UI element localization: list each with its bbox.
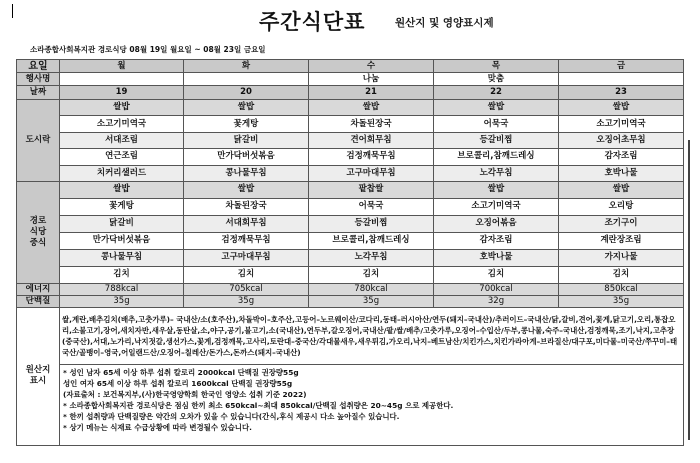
date-cell: 19 <box>60 86 184 100</box>
lunchbox-row <box>17 116 684 132</box>
senior-row <box>17 232 684 249</box>
protein-cell: 35g <box>559 295 684 307</box>
menu-cell: 가지나물 <box>559 249 684 266</box>
date-label: 날짜 <box>17 86 60 100</box>
menu-cell: 김치 <box>434 266 559 283</box>
senior-label: 경로 식당 중식 <box>17 181 60 283</box>
menu-cell: 견어회무침 <box>309 132 434 148</box>
menu-cell: 오징어초무침 <box>559 132 684 148</box>
event-label: 행사명 <box>17 73 60 86</box>
menu-cell: 쌀밥 <box>184 100 309 116</box>
menu-cell: 쌀밥 <box>559 100 684 116</box>
note-line: * 한끼 섭취량과 단백질량은 약간의 오차가 있을 수 있습니다(간식,후식 제공시 다소 높아질수 있습니다. <box>63 411 400 421</box>
menu-cell: 어묵국 <box>434 116 559 132</box>
menu-cell: 쌀밥 <box>60 181 184 198</box>
menu-cell: 소고기미역국 <box>559 116 684 132</box>
menu-cell: 팥찹쌀 <box>309 181 434 198</box>
note-line: (자료출처 : 보건복지부,(사)한국영양학회 한국인 영양소 섭취 기준 2022) <box>63 389 307 399</box>
senior-row <box>17 249 684 266</box>
menu-cell: 고구마대무침 <box>309 165 434 181</box>
event-cell <box>184 73 309 86</box>
page-title: 주간식단표 <box>259 10 366 34</box>
menu-cell: 차돌된장국 <box>184 198 309 215</box>
day-row <box>17 60 684 73</box>
menu-cell: 조기구이 <box>559 215 684 232</box>
menu-period: 소라종합사회복지관 경로식당 08월 19일 월요일 ~ 08월 23일 금요일 <box>30 45 266 54</box>
menu-cell: 서대조림 <box>60 132 184 148</box>
event-cell: 맞춤 <box>434 73 559 86</box>
menu-cell: 브로콜리,참깨드레싱 <box>434 149 559 165</box>
menu-cell: 서대회무침 <box>184 215 309 232</box>
energy-label: 에너지 <box>17 283 60 295</box>
menu-cell: 고구마대무침 <box>184 249 309 266</box>
note-line: * 소라종합사회복지관 경로식당은 점심 한끼 최소 650kcal~최대 850kcal/단백질 섭취량은 20~45g 으로 제공한다. <box>63 400 454 410</box>
lunchbox-row <box>17 132 684 148</box>
menu-cell: 콩나물무침 <box>184 165 309 181</box>
notes-row <box>17 364 684 445</box>
menu-cell: 차돌된장국 <box>309 116 434 132</box>
menu-cell: 노각무침 <box>309 249 434 266</box>
menu-cell: 쌀밥 <box>434 181 559 198</box>
energy-row <box>17 283 684 295</box>
date-cell: 23 <box>559 86 684 100</box>
menu-cell: 소고기미역국 <box>434 198 559 215</box>
menu-cell: 쌀밥 <box>559 181 684 198</box>
menu-cell: 꽃게탕 <box>184 116 309 132</box>
note-line: * 성인 남자 65세 이상 하루 섭취 칼로리 2000kcal 단백질 권장량55g <box>63 367 299 377</box>
title-row <box>0 8 700 36</box>
menu-cell: 오리탕 <box>559 198 684 215</box>
protein-cell: 35g <box>60 295 184 307</box>
day-label: 요일 <box>17 60 60 73</box>
menu-cell: 호박나물 <box>559 165 684 181</box>
lunchbox-label: 도시락 <box>17 100 60 182</box>
origin-row <box>17 307 684 364</box>
event-row <box>17 73 684 86</box>
menu-cell: 쌀밥 <box>309 100 434 116</box>
lunchbox-row <box>17 149 684 165</box>
energy-cell: 788kcal <box>60 283 184 295</box>
event-cell <box>559 73 684 86</box>
energy-cell: 780kcal <box>309 283 434 295</box>
menu-cell: 닭갈비 <box>60 215 184 232</box>
menu-cell: 감자조림 <box>559 149 684 165</box>
menu-cell: 등갈비찜 <box>434 132 559 148</box>
day-cell: 목 <box>434 60 559 73</box>
menu-cell: 김치 <box>559 266 684 283</box>
lunchbox-row <box>17 165 684 181</box>
protein-cell: 35g <box>309 295 434 307</box>
menu-cell: 김치 <box>60 266 184 283</box>
date-row <box>17 86 684 100</box>
menu-cell: 호박나물 <box>434 249 559 266</box>
date-cell: 21 <box>309 86 434 100</box>
event-cell: 나눔 <box>309 73 434 86</box>
menu-cell: 만가닥버섯볶음 <box>184 149 309 165</box>
protein-row <box>17 295 684 307</box>
day-cell: 월 <box>60 60 184 73</box>
menu-cell: 어묵국 <box>309 198 434 215</box>
day-cell: 금 <box>559 60 684 73</box>
origin-label: 원산지 표시 <box>17 307 60 445</box>
menu-cell: 닭갈비 <box>184 132 309 148</box>
menu-cell: 쌀밥 <box>184 181 309 198</box>
senior-row <box>17 181 684 198</box>
menu-cell: 노각무침 <box>434 165 559 181</box>
weekly-menu-table <box>16 59 684 446</box>
menu-cell: 감자조림 <box>434 232 559 249</box>
menu-cell: 쌀밥 <box>434 100 559 116</box>
origin-info: 쌀,계란,배추김치(배추,고춧가루)– 국내산/소(호주산),차돌박이–호주산,고등어–노르웨이산/코다리,동태–러시아산/연두(돼지–국내산)/추러이드–국내산/닭,갈비,견어,꽃게,닭고기,오리,통잡오리,소불고기,장어,새치자반,새우살,동탄살,소,야구,공기,불고기,소(국내산),연두부,갈오징어,국내산/팥/쌀/배추/고춧가루,오징어–수입산/두부,콩나물,숙주–국내산,검정깨묵,조기,낙지,고추장(중국산),서대,노가리,낙지젓갈,생선가스,꽃게,검정깨묵,고사리,토란대–중국산/각대물새우,새우튀김,가오리,낙지–베트남산/치킨가스,치킨가라아게–브라질산/대구포,미다물–미국산/쭈꾸미–태국산/골뱅이–영국,어일랜드산/오징어–칠레산/돈가스,돈까스(돼지–국내산) <box>60 307 684 364</box>
date-cell: 20 <box>184 86 309 100</box>
energy-cell: 850kcal <box>559 283 684 295</box>
menu-cell: 김치 <box>309 266 434 283</box>
menu-cell: 연근조림 <box>60 149 184 165</box>
energy-cell: 700kcal <box>434 283 559 295</box>
day-cell: 화 <box>184 60 309 73</box>
page-subtitle: 원산지 및 영양표시제 <box>395 17 494 29</box>
event-cell <box>60 73 184 86</box>
menu-cell: 소고기미역국 <box>60 116 184 132</box>
protein-label: 단백질 <box>17 295 60 307</box>
day-cell: 수 <box>309 60 434 73</box>
menu-cell: 치커리샐러드 <box>60 165 184 181</box>
senior-row <box>17 215 684 232</box>
senior-row <box>17 198 684 215</box>
note-line: * 상기 메뉴는 식재료 수급상황에 따라 변경될수 있습니다. <box>63 422 252 432</box>
menu-cell: 김치 <box>184 266 309 283</box>
menu-cell: 오징어볶음 <box>434 215 559 232</box>
menu-cell: 쌀밥 <box>60 100 184 116</box>
menu-cell: 콩나물무침 <box>60 249 184 266</box>
protein-cell: 35g <box>184 295 309 307</box>
menu-cell: 브로콜리,참깨드레싱 <box>309 232 434 249</box>
menu-cell: 검정깨묵무침 <box>184 232 309 249</box>
date-cell: 22 <box>434 86 559 100</box>
menu-cell: 계란장조림 <box>559 232 684 249</box>
note-line: 성인 여자 65세 이상 하루 섭취 칼로리 1600kcal 단백질 권장량55g <box>63 378 293 388</box>
menu-cell: 검정깨묵무침 <box>309 149 434 165</box>
page-edge-line <box>688 140 690 440</box>
menu-cell: 꽃게탕 <box>60 198 184 215</box>
menu-cell: 만가닥버섯볶음 <box>60 232 184 249</box>
energy-cell: 705kcal <box>184 283 309 295</box>
nutrition-notes <box>60 364 684 445</box>
protein-cell: 32g <box>434 295 559 307</box>
senior-row <box>17 266 684 283</box>
menu-cell: 등갈비찜 <box>309 215 434 232</box>
lunchbox-row <box>17 100 684 116</box>
